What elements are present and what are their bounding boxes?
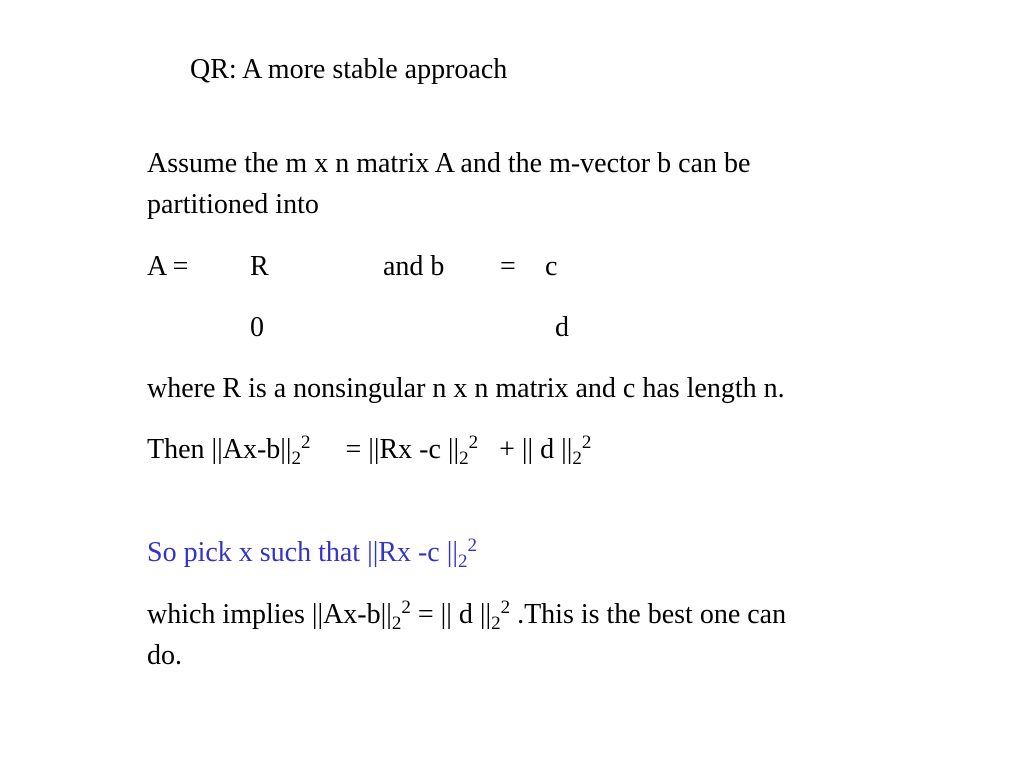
a-bottom-entry: 0 <box>250 312 264 343</box>
implies-suffix: .This is the best one can <box>510 599 787 630</box>
implies-line-1 <box>147 597 786 633</box>
implies-mid: = || d || <box>410 599 492 630</box>
then-sup-3: 2 <box>581 432 592 453</box>
and-b-label: and b <box>383 251 445 282</box>
implies-sup-2: 2 <box>500 597 511 618</box>
intro-line-2: partitioned into <box>147 189 319 220</box>
then-sub-2: 2 <box>459 448 469 469</box>
then-sub-3: 2 <box>572 448 582 469</box>
pick-sub: 2 <box>457 551 468 572</box>
then-prefix: Then ||Ax-b|| <box>147 434 292 465</box>
then-sup-1: 2 <box>301 432 311 453</box>
then-mid-2: + || d || <box>478 434 573 465</box>
b-equals-sign: = <box>500 251 516 282</box>
slide-title: QR: A more stable approach <box>190 54 508 85</box>
implies-sub-2: 2 <box>491 613 501 634</box>
then-mid-1: = ||Rx -c || <box>310 434 460 465</box>
then-equation <box>147 432 591 468</box>
implies-sub-1: 2 <box>391 613 402 634</box>
where-line: where R is a nonsingular n x n matrix and c has length n. <box>147 373 785 404</box>
intro-line-1: Assume the m x n matrix A and the m-vector b can be <box>147 148 751 179</box>
a-equals-label: A = <box>147 251 189 282</box>
implies-prefix: which implies ||Ax-b|| <box>147 599 392 630</box>
pick-prefix: So pick x such that ||Rx -c || <box>147 537 458 568</box>
pick-line <box>147 535 477 571</box>
then-sup-2: 2 <box>468 432 479 453</box>
pick-sup: 2 <box>467 535 477 556</box>
a-top-entry: R <box>250 251 269 282</box>
implies-line-2: do. <box>147 640 182 671</box>
then-sub-1: 2 <box>291 448 301 469</box>
b-top-entry: c <box>545 251 558 282</box>
b-bottom-entry: d <box>555 312 569 343</box>
implies-sup-1: 2 <box>401 597 411 618</box>
